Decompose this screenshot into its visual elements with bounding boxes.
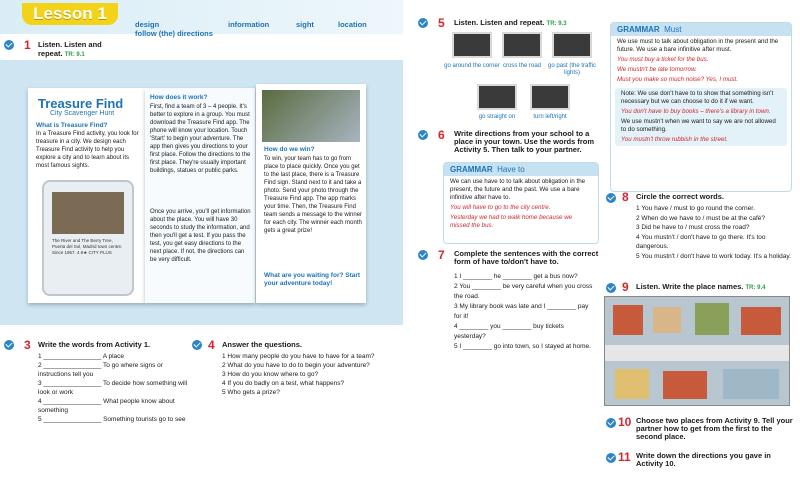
activity-4-list	[222, 352, 392, 397]
check-icon[interactable]	[418, 250, 428, 260]
grammar-rule: We use must to talk about obligation in the present and the future. We use a bare infinitive after must.	[617, 38, 779, 53]
list-item[interactable]: 3 Did he have to / must cross the road?	[636, 224, 750, 231]
leaflet-paragraph-4: To win, your team has to go from place to place quickly. Once you get to the last place, there is a Treasure Find sign. Stand next to it and take a photo. Send your photo through the Treasure Find app. The app marks your time. Then, the Treasure Find team sends a message to the winner for each city. The winner each month gets a great prize!	[264, 156, 363, 234]
grammar-example: You must buy a ticket for the bus.	[617, 56, 709, 63]
list-item[interactable]: 4 ________________ What people know about something	[38, 398, 175, 414]
grammar-heading: GRAMMAR Have to	[444, 163, 598, 176]
list-item: 5 Who gets a prize?	[222, 389, 280, 396]
list-item[interactable]: 2 ________________ To go where signs or instructions tell you	[38, 362, 163, 378]
activity-8-instruction: Circle the correct words.	[636, 192, 724, 201]
list-item[interactable]: 2 When do we have to / must be at the café?	[636, 214, 765, 222]
grammar-example: We mustn't be late tomorrow.	[617, 66, 697, 73]
list-item[interactable]: 4 You mustn't / don't have to go there. It's too dangerous.	[636, 233, 766, 250]
check-icon[interactable]	[4, 40, 14, 50]
list-item: 2 What do you have to do to begin your adventure?	[222, 362, 370, 369]
activity-11-number: 11	[618, 450, 631, 464]
grammar-example: You will have to go to the city centre.	[450, 204, 551, 211]
activity-8-number: 8	[622, 190, 629, 204]
leaflet-panel-3	[256, 84, 366, 303]
phone-info-text: The River and The Berry Tree, Puerta del Sol, Madrid town centre. Since 1967. 4.9★ CITY PLUS	[52, 238, 123, 255]
audio-track-9[interactable]: TR: 9.4	[745, 285, 766, 291]
check-icon[interactable]	[606, 283, 616, 293]
activity-3-list	[38, 352, 188, 424]
list-item[interactable]: 3 ________________ To decide how something will look or work	[38, 380, 188, 396]
activity-1-number: 1	[24, 38, 31, 52]
audio-track-1[interactable]: TR: 9.1	[64, 52, 85, 58]
grammar-box-have-to	[443, 162, 599, 244]
leaflet-paragraph-2: First, find a team of 3 – 4 people. It's better to explore in a group. You must download the Treasure Find app. The phone will know your location. Touch 'Start' to begin your adventure. The app then gives you directions to your first place. Follow the directions to the first place. They're usually important buildings, statues or public parks.	[150, 104, 251, 174]
question-heading-3: How do we win?	[264, 146, 315, 153]
list-item: 4 If you do badly on a test, what happens?	[222, 380, 345, 387]
list-item: 1 How many people do you have to have for a team?	[222, 353, 375, 360]
vocab-sight: sight	[296, 20, 314, 29]
activity-5-instruction: Listen. Listen and repeat. TR: 9.3	[454, 18, 567, 27]
list-item[interactable]: 4 ________ you ________ buy tickets yesterday?	[454, 323, 564, 340]
activity-7-number: 7	[438, 248, 445, 262]
road-icon	[477, 84, 517, 110]
activity-10-instruction: Choose two places from Activity 9. Tell your partner how to get from the first to the second place.	[636, 416, 793, 441]
map-building	[741, 307, 781, 335]
check-icon[interactable]	[192, 340, 202, 350]
activity-10-number: 10	[618, 415, 632, 429]
road-icon	[502, 32, 542, 58]
check-icon[interactable]	[418, 130, 428, 140]
list-item[interactable]: 5 You mustn't / don't have to work today. It's a holiday.	[636, 252, 791, 260]
leaflet-subtitle: City Scavenger Hunt	[50, 110, 115, 117]
leaflet-panel-2	[145, 88, 255, 303]
list-item[interactable]: 5 I ________ go into town, so I stayed at home.	[454, 343, 591, 350]
leaflet-paragraph-1: In a Treasure Find activity, you look for treasure in a city. We design each Treasure Find activity to help you explore a city and to learn about its most famous sights.	[36, 131, 139, 169]
list-item[interactable]: 5 ________________ Something tourists go to see	[38, 416, 186, 423]
grammar-box-must	[610, 22, 792, 192]
grammar-example: Yesterday we had to walk home because we missed the bus.	[450, 214, 573, 229]
activity-4-number: 4	[208, 338, 215, 352]
vocab-design: design	[135, 20, 160, 29]
activity-3-number: 3	[24, 338, 31, 352]
question-heading-1: What is Treasure Find?	[36, 122, 108, 129]
road-label-straight-on: go straight on	[478, 114, 516, 120]
activity-4-instruction: Answer the questions.	[222, 340, 303, 349]
list-item[interactable]: 1 I ________ he ________ get a bus now?	[454, 273, 578, 280]
question-heading-2: How does it work?	[150, 94, 208, 101]
list-item[interactable]: 3 My library book was late and I ________ pay for it!	[454, 303, 589, 320]
map-building	[653, 307, 681, 333]
leaflet-paragraph-3: Once you arrive, you'll get information about the place. You will have 30 seconds to study the information, and then you'll get a test. If you pass the test, you get easy directions to the next place. If not, the directions can be very difficult.	[150, 209, 251, 263]
check-icon[interactable]	[606, 453, 616, 463]
check-icon[interactable]	[606, 418, 616, 428]
activity-3-instruction: Write the words from Activity 1.	[38, 340, 151, 349]
phone-mockup	[42, 180, 134, 296]
grammar-example: Must you make so much noise? Yes, I must.	[617, 76, 738, 83]
grammar-rule: We can use have to to talk about obligation in the present, the future and the past. We use a bare infinitive after have to.	[450, 178, 586, 201]
list-item[interactable]: 1 ________________ A place	[38, 353, 125, 360]
list-item: 3 How do you know where to go?	[222, 371, 319, 378]
town-map	[604, 296, 790, 406]
check-icon[interactable]	[4, 340, 14, 350]
statue-photo	[52, 192, 124, 234]
vocab-information: information	[228, 20, 270, 29]
map-building	[663, 371, 707, 399]
map-building	[723, 369, 779, 399]
road-label-cross-road: cross the road	[502, 63, 542, 69]
check-icon[interactable]	[606, 193, 616, 203]
road-icon	[552, 32, 592, 58]
activity-7-list	[454, 272, 594, 352]
leaflet-title: Treasure Find	[38, 96, 124, 111]
activity-11-instruction: Write down the directions you gave in Activity 10.	[636, 451, 771, 468]
activity-6-number: 6	[438, 128, 445, 142]
leaflet-panel-1	[28, 88, 145, 303]
road-label-go-past: go past (the traffic lights)	[548, 63, 596, 76]
map-building	[615, 369, 649, 399]
map-building	[613, 305, 643, 335]
team-photo	[262, 90, 360, 142]
list-item[interactable]: 2 You ________ be very careful when you cross the road.	[454, 283, 593, 300]
check-icon[interactable]	[418, 18, 428, 28]
activity-9-number: 9	[622, 280, 629, 294]
vocab-location: location	[338, 20, 367, 29]
activity-1-instruction: Listen. Listen and repeat. TR: 9.1	[38, 40, 102, 58]
map-road	[605, 345, 789, 361]
activity-5-number: 5	[438, 16, 445, 30]
activity-6-instruction: Write directions from your school to a place in your town. Use the words from Activity 5. Then talk to your partner.	[454, 129, 595, 154]
lesson-badge: Lesson 1	[22, 3, 118, 25]
road-icon	[452, 32, 492, 58]
road-icon	[530, 84, 570, 110]
road-label-turn: turn left/right	[533, 114, 567, 120]
leaflet-call-to-action: What are you waiting for? Start your adventure today!	[264, 272, 361, 287]
road-label-around-corner: go around the corner	[444, 63, 500, 69]
audio-track-5[interactable]: TR: 9.3	[546, 21, 567, 27]
list-item[interactable]: 1 You have / must to go round the corner.	[636, 205, 755, 212]
grammar-note: Note: We use don't have to to show that something isn't necessary but we can choose to do it if we want. You don't have to buy books – there's a library in town. We use mustn't when we want to say we are not allowed to do something. You mustn't throw rubbish in the street.	[615, 88, 787, 146]
activity-9-instruction: Listen. Write the place names. TR: 9.4	[636, 282, 766, 291]
map-park	[695, 303, 729, 335]
activity-8-list	[636, 204, 794, 261]
activity-7-instruction: Complete the sentences with the correct form of have to/don't have to.	[454, 249, 599, 266]
grammar-heading: GRAMMAR Must	[611, 23, 791, 36]
vocab-follow-directions: follow (the) directions	[135, 29, 213, 38]
